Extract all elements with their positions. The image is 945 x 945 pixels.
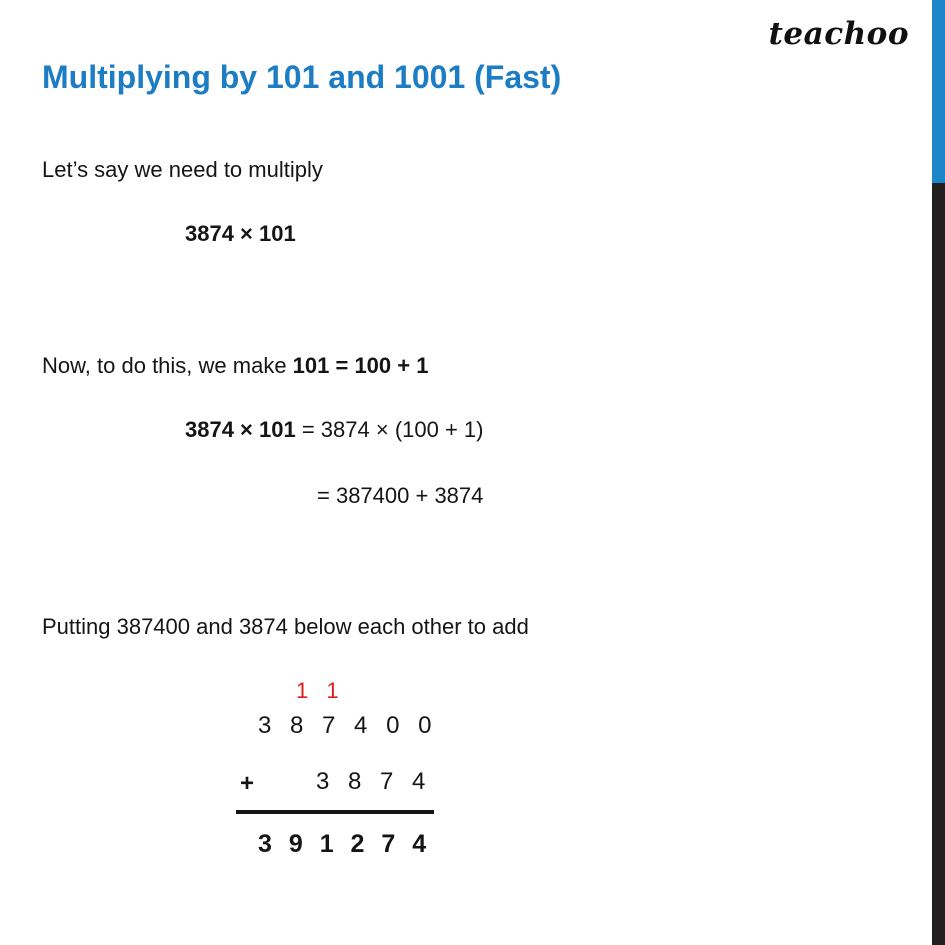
- problem-expression: 3874 × 101: [185, 221, 296, 246]
- teachoo-logo: teachoo: [768, 16, 909, 52]
- method-line-prefix: Now, to do this, we make: [42, 353, 293, 378]
- step-one-bold: 3874 × 101: [185, 417, 296, 442]
- step-one-rest: = 3874 × (100 + 1): [295, 417, 484, 442]
- addend-first: 3 8 7 4 0 0: [258, 712, 438, 739]
- sum-divider-line: [236, 810, 434, 814]
- page-title: Multiplying by 101 and 1001 (Fast): [42, 59, 562, 96]
- method-line: [42, 353, 428, 379]
- step-two: = 387400 + 3874: [317, 483, 484, 508]
- method-line-bold: 101 = 100 + 1: [292, 353, 429, 378]
- right-edge-dark-bar: [932, 183, 945, 945]
- addend-second: 3 8 7 4: [316, 768, 432, 795]
- plus-operator: +: [240, 770, 255, 797]
- sum-result: 3 9 1 2 7 4: [258, 830, 432, 858]
- intro-line: Let’s say we need to multiply: [42, 157, 323, 182]
- right-edge-blue-bar: [932, 0, 945, 183]
- addition-intro: Putting 387400 and 3874 below each other to add: [42, 614, 529, 639]
- carry-digits: 1 1: [296, 678, 345, 703]
- step-one: [185, 417, 484, 443]
